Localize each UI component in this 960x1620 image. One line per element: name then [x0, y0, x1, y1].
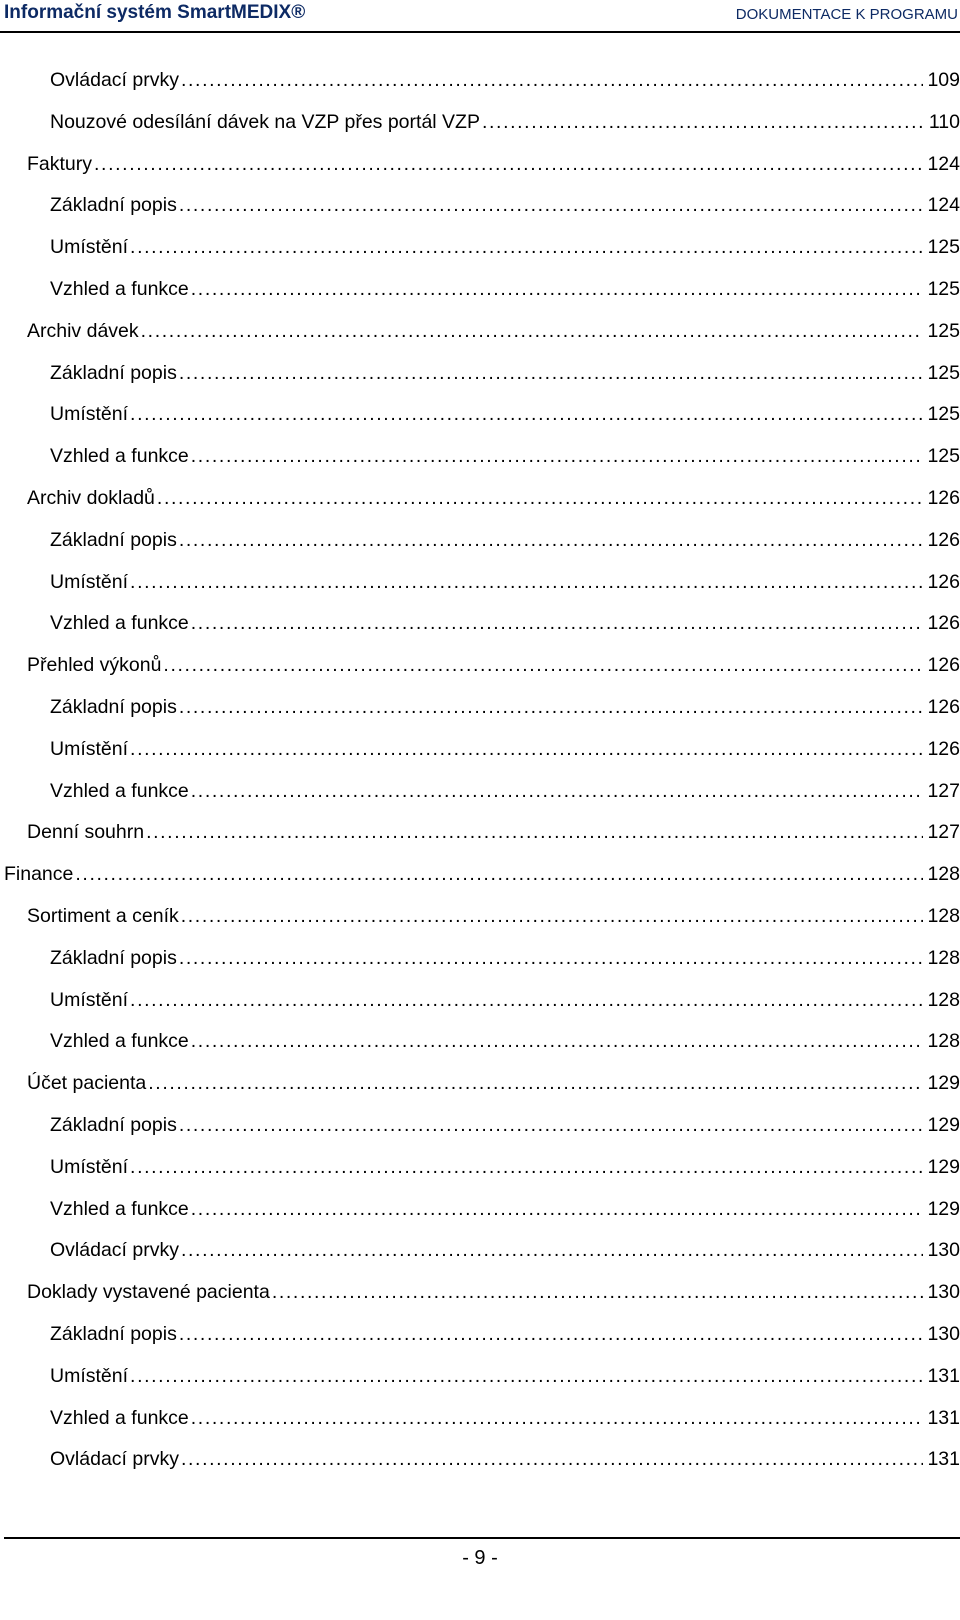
toc-dot-leader: [130, 400, 923, 428]
toc-entry-title: Základní popis: [50, 1323, 177, 1345]
toc-entry-page: 126: [927, 528, 960, 551]
toc-dot-leader: [191, 609, 924, 637]
toc-entry-page: 125: [927, 278, 960, 300]
toc-entry-page: 131: [927, 1364, 960, 1387]
toc-dot-leader: [75, 860, 923, 888]
toc-entry-page: 109: [927, 69, 960, 91]
toc-entry-title: Účet pacienta: [27, 1072, 147, 1095]
toc-dot-leader: [482, 108, 925, 136]
toc-entry-title: Umístění: [50, 737, 129, 760]
toc-entry-page: 128: [927, 988, 960, 1011]
toc-dot-leader: [130, 735, 923, 763]
toc-dot-leader: [179, 944, 924, 972]
document-label: DOKUMENTACE K PROGRAMU: [735, 6, 958, 23]
toc-dot-leader: [141, 317, 924, 345]
toc-entry-page: 127: [927, 821, 960, 844]
toc-entry[interactable]: [50, 1153, 960, 1181]
toc-entry-title: Ovládací prvky: [50, 1448, 179, 1471]
toc-entry[interactable]: [50, 1111, 960, 1139]
toc-entry-page: 124: [927, 194, 960, 217]
toc-entry-title: Umístění: [50, 1364, 129, 1387]
toc-entry[interactable]: [27, 1069, 960, 1097]
toc-entry-title: Faktury: [27, 152, 93, 175]
toc-dot-leader: [157, 484, 924, 512]
toc-entry-title: Přehled výkonů: [27, 654, 162, 677]
toc-entry[interactable]: [50, 609, 960, 637]
toc-entry-page: 110: [928, 110, 960, 133]
toc-entry[interactable]: [27, 651, 960, 679]
toc-entry-page: 126: [927, 612, 960, 635]
toc-entry-title: Umístění: [50, 570, 129, 593]
toc-entry[interactable]: [50, 1027, 960, 1055]
toc-entry[interactable]: [50, 233, 960, 261]
toc-entry-page: 126: [927, 654, 960, 677]
toc-dot-leader: [191, 275, 924, 303]
toc-entry-title: Vzhled a funkce: [50, 1197, 189, 1220]
toc-entry[interactable]: [50, 275, 960, 303]
toc-dot-leader: [191, 777, 924, 805]
header-divider: [0, 31, 960, 33]
toc-entry-title: Archiv dokladů: [27, 487, 155, 509]
toc-entry-title: Umístění: [50, 403, 129, 426]
toc-dot-leader: [191, 1404, 924, 1432]
toc-entry-title: Umístění: [50, 1155, 129, 1178]
toc-entry[interactable]: [50, 442, 960, 470]
toc-entry-page: 126: [927, 570, 960, 593]
toc-entry[interactable]: [27, 150, 960, 178]
toc-entry-page: 129: [927, 1072, 960, 1095]
toc-entry-title: Vzhled a funkce: [50, 1406, 189, 1429]
toc-dot-leader: [94, 150, 923, 178]
toc-entry-page: 128: [927, 1030, 960, 1053]
toc-entry-page: 131: [927, 1406, 960, 1429]
toc-entry-title: Základní popis: [50, 946, 177, 969]
toc-entry-title: Ovládací prvky: [50, 69, 179, 91]
toc-entry[interactable]: [27, 818, 960, 846]
toc-entry[interactable]: [27, 1278, 960, 1306]
toc-entry-page: 128: [927, 946, 960, 969]
toc-entry-page: 127: [927, 779, 960, 802]
toc-entry-page: 125: [927, 236, 960, 259]
toc-entry-title: Sortiment a ceník: [27, 905, 179, 927]
toc-entry-page: 126: [927, 696, 960, 718]
toc-entry-title: Vzhled a funkce: [50, 445, 189, 468]
toc-entry-page: 125: [927, 445, 960, 468]
app-title: Informační systém SmartMEDIX®: [4, 2, 306, 23]
toc-dot-leader: [130, 986, 923, 1014]
toc-dot-leader: [179, 359, 924, 387]
toc-dot-leader: [181, 66, 923, 94]
toc-entry-page: 130: [927, 1323, 960, 1345]
toc-entry-title: Vzhled a funkce: [50, 612, 189, 635]
toc-entry[interactable]: [50, 526, 960, 554]
toc-entry-page: 130: [927, 1281, 960, 1304]
toc-dot-leader: [179, 1111, 924, 1139]
toc-entry[interactable]: [50, 1362, 960, 1390]
toc-entry-title: Archiv dávek: [27, 319, 139, 342]
toc-entry[interactable]: [50, 986, 960, 1014]
toc-entry[interactable]: [50, 66, 960, 94]
toc-dot-leader: [130, 568, 923, 596]
toc-entry-title: Základní popis: [50, 194, 177, 217]
toc-dot-leader: [191, 1027, 924, 1055]
page-number: - 9 -: [462, 1547, 498, 1569]
toc-entry-page: 129: [927, 1114, 960, 1136]
toc-entry-page: 125: [927, 319, 960, 342]
toc-entry[interactable]: [50, 359, 960, 387]
toc-entry-title: Umístění: [50, 988, 129, 1011]
toc-entry[interactable]: [50, 568, 960, 596]
toc-entry-title: Finance: [4, 863, 74, 886]
toc-entry-page: 129: [927, 1197, 960, 1220]
toc-entry-title: Základní popis: [50, 696, 177, 718]
toc-entry[interactable]: [50, 1195, 960, 1223]
toc-dot-leader: [272, 1278, 924, 1306]
toc-entry-page: 128: [927, 905, 960, 927]
toc-entry[interactable]: [50, 108, 960, 136]
toc-entry[interactable]: [50, 693, 960, 721]
toc-entry[interactable]: [50, 944, 960, 972]
toc-entry-page: 125: [927, 403, 960, 426]
toc-entry[interactable]: [4, 860, 960, 888]
toc-dot-leader: [179, 191, 924, 219]
toc-entry[interactable]: [50, 1404, 960, 1432]
toc-entry[interactable]: [50, 777, 960, 805]
toc-entry-page: 126: [927, 487, 960, 509]
toc-entry[interactable]: [27, 317, 960, 345]
toc-entry-title: Nouzové odesílání dávek na VZP přes portál VZP: [50, 110, 480, 133]
toc-entry-title: Základní popis: [50, 528, 177, 551]
toc-entry-title: Vzhled a funkce: [50, 1030, 189, 1053]
toc-dot-leader: [179, 693, 924, 721]
toc-entry-page: 128: [927, 863, 960, 886]
toc-entry-page: 126: [927, 737, 960, 760]
toc-entry[interactable]: [50, 735, 960, 763]
toc-dot-leader: [181, 1236, 923, 1264]
toc-entry-page: 129: [927, 1155, 960, 1178]
toc-entry-page: 124: [927, 152, 960, 175]
toc-entry[interactable]: [27, 484, 960, 512]
toc-entry[interactable]: [50, 1320, 960, 1348]
toc-entry[interactable]: [27, 902, 960, 930]
toc-entry-page: 131: [927, 1448, 960, 1471]
toc-dot-leader: [130, 233, 923, 261]
page-header: [0, 0, 960, 32]
footer-divider: [4, 1537, 960, 1539]
toc-dot-leader: [191, 442, 924, 470]
toc-dot-leader: [130, 1153, 923, 1181]
toc-dot-leader: [179, 1320, 924, 1348]
toc-dot-leader: [163, 651, 923, 679]
toc-entry-page: 125: [927, 361, 960, 384]
toc-dot-leader: [181, 1445, 923, 1473]
toc-entry-title: Denní souhrn: [27, 821, 145, 844]
toc-entry-title: Umístění: [50, 236, 129, 259]
toc-dot-leader: [146, 818, 923, 846]
toc-dot-leader: [130, 1362, 923, 1390]
toc-dot-leader: [148, 1069, 923, 1097]
toc-entry-title: Základní popis: [50, 1114, 177, 1136]
toc-entry-title: Ovládací prvky: [50, 1239, 179, 1262]
toc-entry-title: Vzhled a funkce: [50, 779, 189, 802]
toc-entry-title: Vzhled a funkce: [50, 278, 189, 300]
toc-dot-leader: [181, 902, 924, 930]
toc-dot-leader: [191, 1195, 924, 1223]
toc-entry-title: Základní popis: [50, 361, 177, 384]
toc-entry[interactable]: [50, 400, 960, 428]
toc-dot-leader: [179, 526, 924, 554]
toc-entry[interactable]: [50, 1236, 960, 1264]
toc-entry[interactable]: [50, 191, 960, 219]
toc-entry-page: 130: [927, 1239, 960, 1262]
toc-entry[interactable]: [50, 1445, 960, 1473]
toc-entry-title: Doklady vystavené pacienta: [27, 1281, 270, 1304]
